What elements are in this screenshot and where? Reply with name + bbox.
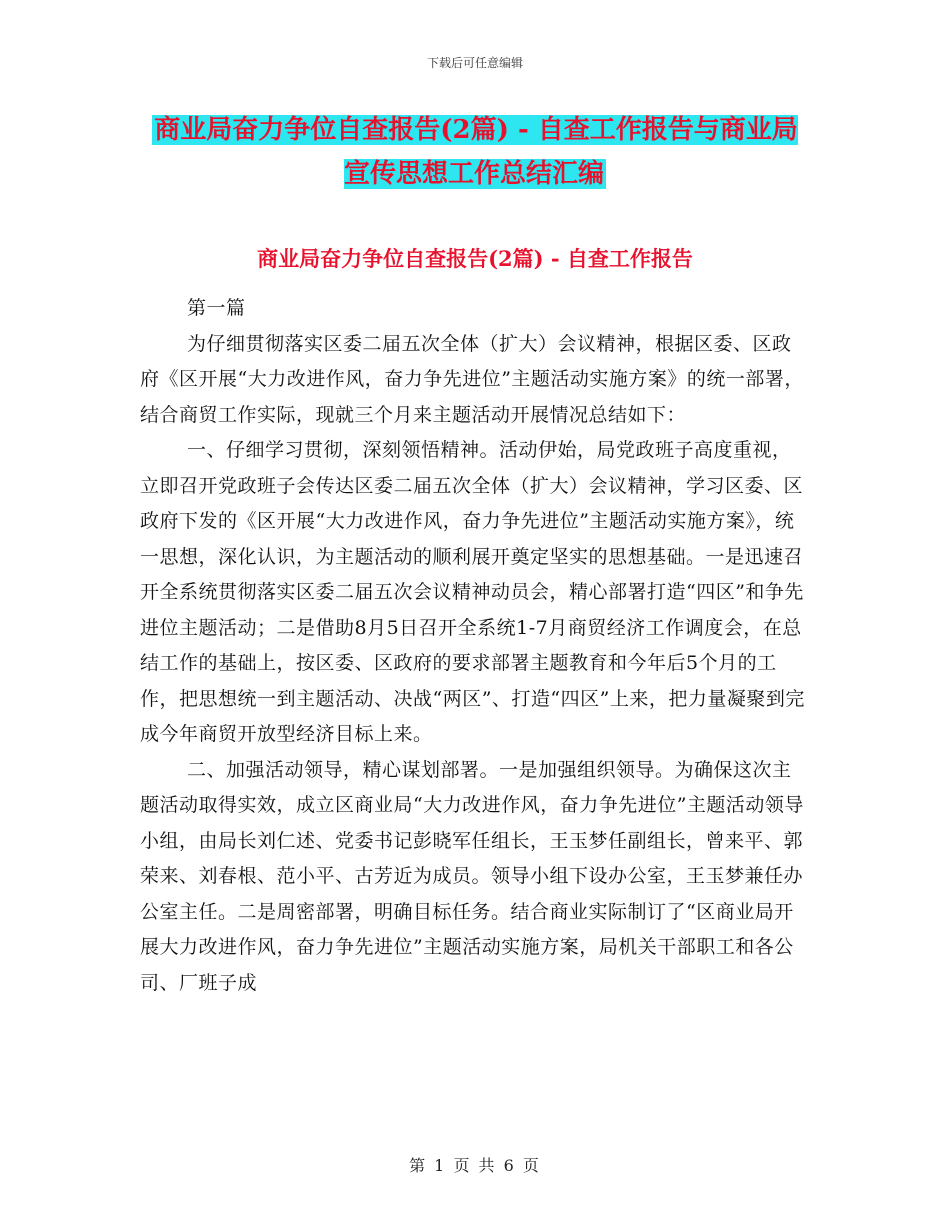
paragraph-part-label: 第一篇 (187, 297, 246, 319)
page-footer: 第 1 页 共 6 页 (409, 1156, 541, 1175)
paragraph-intro: 为仔细贯彻落实区委二届五次全体（扩大）会议精神，根据区委、区政府《区开展“大力改进作风，奋力争先进位”主题活动实施方案》的统一部署，结合商贸工作实际，现就三个月来主题活动开展情况总结如下： (140, 332, 804, 426)
section-title: 商业局奋力争位自查报告(2篇) - 自查工作报告 (257, 246, 693, 271)
header-note: 下载后可任意编辑 (426, 56, 523, 70)
document-main-title (140, 108, 810, 196)
paragraph-section-two: 二、加强活动领导，精心谋划部署。一是加强组织领导。为确保这次主题活动取得实效，成立区商业局“大力改进作风，奋力争先进位”主题活动领导小组，由局长刘仁述、党委书记彭晓军任组长，王玉梦任副组长，曾来平、郭荣来、刘春根、范小平、古芳近为成员。领导小组下设办公室，王玉梦兼任办公室主任。二是周密部署，明确目标任务。结合商业实际制订了“区商业局开展大力改进作风，奋力争先进位”主题活动实施方案，局机关干部职工和各公司、厂班子成 (140, 758, 804, 994)
paragraph-section-one: 一、仔细学习贯彻，深刻领悟精神。活动伊始，局党政班子高度重视，立即召开党政班子会传达区委二届五次全体（扩大）会议精神，学习区委、区政府下发的《区开展“大力改进作风，奋力争先进位”主题活动实施方案》，统一思想，深化认识，为主题活动的顺利展开奠定坚实的思想基础。一是迅速召开全系统贯彻落实区委二届五次会议精神动员会，精心部署打造“四区”和争先进位主题活动；二是借助8月5日召开全系统1-7月商贸经济工作调度会，在总结工作的基础上，按区委、区政府的要求部署主题教育和今年后5个月的工作，把思想统一到主题活动、决战“两区”、打造“四区”上来，把力量凝聚到完成今年商贸开放型经济目标上来。 (140, 439, 805, 745)
main-title-text: 商业局奋力争位自查报告(2篇) - 自查工作报告与商业局宣传思想工作总结汇编 (154, 115, 798, 189)
document-body (140, 291, 810, 1001)
